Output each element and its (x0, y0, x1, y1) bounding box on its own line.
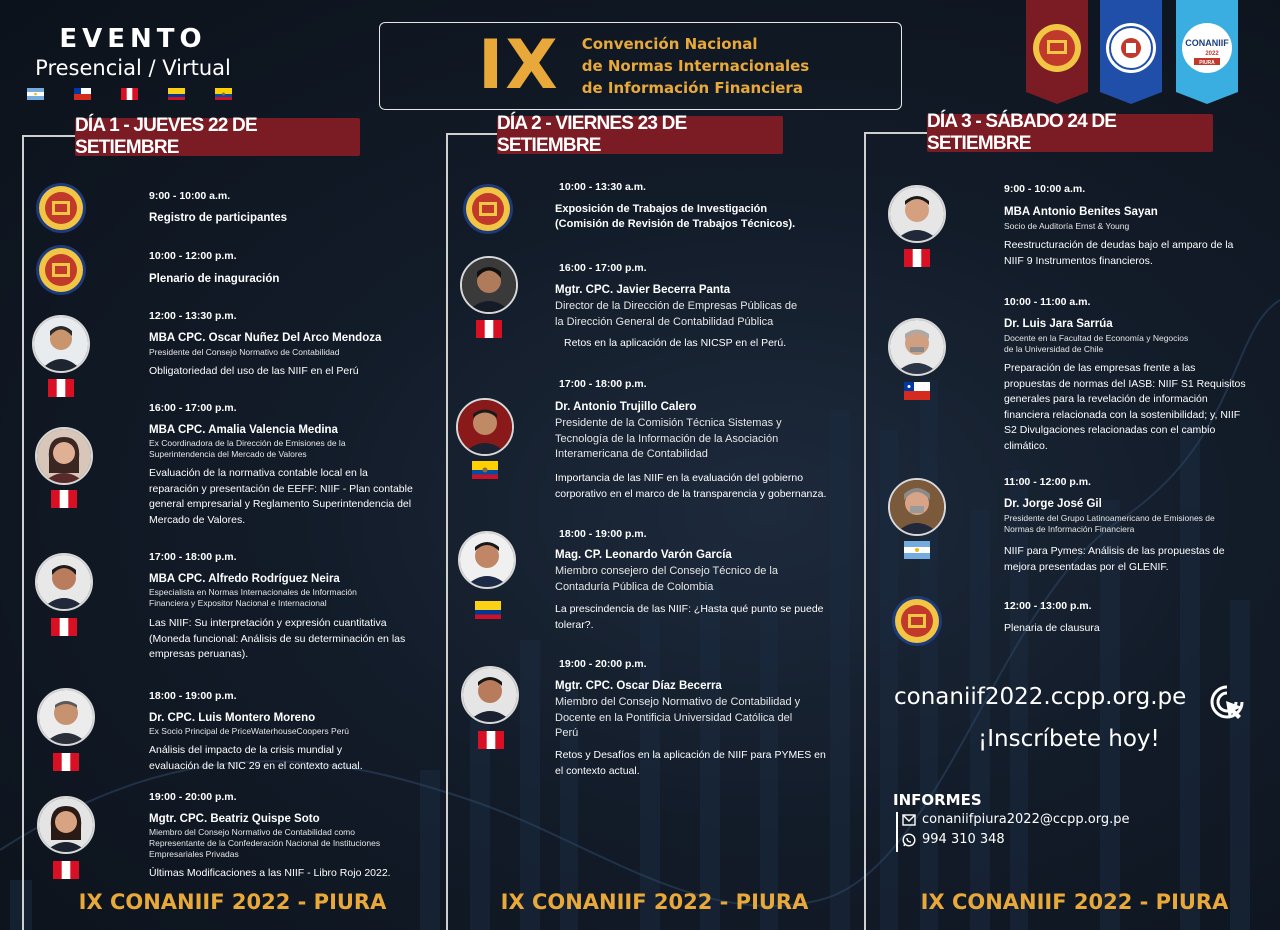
topic-line: La prescindencia de las NIIF: ¿Hasta qué punto se puede (555, 603, 824, 615)
speaker-photo (37, 796, 95, 854)
argentina-flag-icon (904, 541, 930, 559)
session-topic: Registro de participantes (149, 212, 288, 224)
banner-city-text: PIURA (1199, 60, 1215, 66)
session-time: 18:00 - 19:00 p.m. (149, 690, 237, 702)
speaker-name: MBA CPC. Alfredo Rodríguez Neira (149, 573, 340, 585)
speaker-role (1004, 333, 1188, 355)
speaker-role (1004, 513, 1215, 535)
day2-line (446, 133, 498, 135)
ccpp-logo-icon (462, 183, 514, 235)
role-line: Tecnología de la Información de la Asociación (555, 432, 779, 445)
role-line: Miembro consejero del Consejo Técnico de la (555, 565, 778, 577)
whatsapp-icon (902, 833, 916, 847)
day2-header: DÍA 2 - VIERNES 23 DE SETIEMBRE (497, 116, 783, 154)
colombia-flag-icon (475, 601, 501, 619)
speaker-photo (32, 315, 90, 373)
topic-line: NIIF 9 Instrumentos financieros. (1004, 254, 1153, 267)
topic-line: el contexto actual. (555, 764, 640, 777)
day1-header: DÍA 1 - JUEVES 22 DE SETIEMBRE (75, 118, 360, 156)
title-line: Convención Nacional (581, 35, 758, 53)
role-line: Perú (555, 727, 579, 739)
speaker-name: Mgtr. CPC. Javier Becerra Panta (555, 284, 731, 296)
event-title (582, 33, 809, 99)
speaker-photo (35, 553, 93, 611)
session-topic (149, 616, 405, 663)
banner-conaniif-text: CONANIIF (1185, 38, 1229, 48)
session-time: 17:00 - 18:00 p.m. (149, 551, 237, 563)
chile-flag-icon (904, 382, 930, 400)
speaker-role: Socio de Auditoría Ernst & Young (1004, 221, 1130, 231)
click-cursor-icon (1208, 683, 1246, 721)
role-line: Presidente del Grupo Latinoamericano de Emisiones de (1004, 513, 1215, 523)
session-topic: Plenario de inaguración (149, 273, 280, 285)
organization-banner-logo (1100, 0, 1162, 104)
topic-line: Mercado de Valores. (149, 513, 246, 526)
speaker-name: Mgtr. CPC. Beatriz Quispe Soto (149, 813, 320, 825)
day3-header: DÍA 3 - SÁBADO 24 DE SETIEMBRE (927, 114, 1213, 152)
speaker-role (555, 564, 778, 595)
ccpp-logo-icon (35, 182, 87, 234)
ecuador-flag-icon (472, 461, 498, 479)
topic-line: evaluación de la NIC 29 en el contexto actual. (149, 759, 363, 772)
session-topic: Últimas Modificaciones a las NIIF - Libro Rojo 2022. (149, 867, 391, 879)
topic-line: Exposición de Trabajos de Investigación (555, 203, 768, 215)
role-line: Superintendencia del Mercado de Valores (149, 449, 307, 459)
ccpp-logo-icon (35, 244, 87, 296)
topic-line: Análisis del impacto de la crisis mundial y (149, 744, 343, 756)
country-flags (27, 88, 232, 100)
peru-flag-icon (51, 618, 77, 636)
ecuador-flag-icon (215, 88, 232, 100)
registration-url[interactable]: conaniif2022.ccpp.org.pe (894, 684, 1187, 710)
peru-flag-icon (904, 249, 930, 267)
topic-line: corporativo en el marco de la transparencia y gobernanza. (555, 487, 827, 500)
day1-line (22, 135, 24, 930)
topic-line: propuestas de normas del IASB: NIIF S1 Requisitos (1004, 377, 1246, 390)
role-line: la Dirección General de Contabilidad Pública (555, 315, 774, 328)
session-time: 10:00 - 13:30 a.m. (559, 181, 646, 193)
ccpp-banner-logo (1026, 0, 1088, 104)
topic-line: Importancia de las NIIF en la evaluación del gobierno (555, 472, 804, 484)
contact-divider (896, 812, 898, 852)
session-time: 18:00 - 19:00 p.m. (559, 528, 647, 540)
session-topic (149, 743, 363, 774)
role-line: Director de la Dirección de Empresas Públicas de (555, 300, 798, 312)
session-time: 10:00 - 11:00 a.m. (1004, 296, 1091, 308)
role-line: Miembro del Consejo Normativo de Contabilidad como (149, 827, 355, 837)
topic-line: S2 Divulgaciones relacionadas con el cambio (1004, 424, 1216, 436)
day2-line (446, 133, 448, 930)
role-line: Docente en la Facultad de Economía y Negocios (1004, 333, 1189, 343)
session-time: 16:00 - 17:00 p.m. (149, 402, 237, 414)
topic-line: (Moneda funcional: Análisis de su determinación en las (149, 632, 406, 645)
speaker-role (149, 827, 380, 860)
title-line: de Información Financiera (581, 79, 803, 97)
session-topic (1004, 238, 1233, 269)
speaker-name: Mag. CP. Leonardo Varón García (555, 549, 732, 561)
informes-label: INFORMES (893, 791, 982, 809)
session-time: 16:00 - 17:00 p.m. (559, 262, 647, 274)
phone-number[interactable]: 994 310 348 (922, 832, 1005, 847)
role-line: Financiera y Expositor Nacional e Internacional (149, 598, 327, 608)
speaker-photo (888, 478, 946, 536)
footer-label: IX CONANIIF 2022 - PIURA (920, 890, 1229, 914)
session-time: 12:00 - 13:30 p.m. (149, 310, 237, 322)
speaker-name: Mgtr. CPC. Oscar Díaz Becerra (555, 680, 722, 692)
session-topic: Plenaria de clausura (1004, 622, 1100, 634)
speaker-photo (888, 185, 946, 243)
role-line: Presidente de la Comisión Técnica Sistemas y (555, 417, 782, 429)
topic-line: generales para la revelación de información (1004, 393, 1208, 405)
role-line: Ex Coordinadora de la Dirección de Emisiones de la (149, 438, 346, 448)
speaker-name: Dr. CPC. Luis Montero Moreno (149, 712, 316, 724)
day1-line (22, 135, 76, 137)
session-time: 9:00 - 10:00 a.m. (1004, 183, 1086, 195)
speaker-photo (35, 427, 93, 485)
role-line: de la Universidad de Chile (1004, 344, 1104, 354)
peru-flag-icon (51, 490, 77, 508)
peru-flag-icon (476, 320, 502, 338)
topic-line: NIIF para Pymes: Análisis de las propuestas de (1004, 545, 1225, 557)
title-line: de Normas Internacionales (581, 57, 810, 75)
session-topic (555, 471, 826, 502)
topic-line: tolerar?. (555, 618, 594, 631)
speaker-role (149, 438, 346, 460)
session-topic (555, 602, 824, 633)
topic-line: Retos y Desafíos en la aplicación de NIIF para PYMES en (555, 749, 826, 761)
session-time: 11:00 - 12:00 p.m. (1004, 476, 1091, 488)
session-topic (1004, 544, 1225, 575)
day3-line (864, 132, 866, 930)
role-line: Docente en la Pontificia Universidad Católica del (555, 711, 793, 724)
colombia-flag-icon (168, 88, 185, 100)
role-line: Empresariales Privadas (149, 849, 239, 859)
speaker-role: Presidente del Consejo Normativo de Contabilidad (149, 347, 340, 357)
argentina-flag-icon (27, 88, 44, 100)
topic-line: Reestructuración de deudas bajo el amparo de la (1004, 239, 1234, 251)
topic-line: general empresarial y Reglamento Superintendencia del (149, 498, 412, 510)
banner-year-text: 2022 (1205, 51, 1219, 57)
topic-line: climático. (1004, 439, 1048, 452)
conaniif-banner-logo (1176, 0, 1238, 104)
speaker-photo (37, 688, 95, 746)
peru-flag-icon (478, 731, 504, 749)
speaker-photo (888, 318, 946, 376)
speaker-name: MBA CPC. Amalia Valencia Medina (149, 424, 338, 436)
topic-line: Las NIIF: Su interpretación y expresión cuantitativa (149, 617, 387, 629)
speaker-name: Dr. Luis Jara Sarrúa (1004, 318, 1113, 330)
session-topic (1004, 361, 1246, 454)
topic-line: (Comisión de Revisión de Trabajos Técnicos). (555, 218, 796, 230)
peru-flag-icon (121, 88, 138, 100)
session-time: 10:00 - 12:00 p.m. (149, 250, 237, 262)
speaker-role: Ex Socio Principal de PriceWaterhouseCoopers Perú (149, 726, 350, 736)
topic-line: financiera relacionada con la sostenibilidad; y, NIIF (1004, 408, 1241, 421)
footer-label: IX CONANIIF 2022 - PIURA (500, 890, 809, 914)
speaker-role (149, 587, 357, 609)
topic-line: reparación y presentación de EEFF: NIIF - Plan contable (149, 482, 413, 495)
day3-line (864, 132, 928, 134)
speaker-role (555, 695, 800, 742)
role-line: Contaduría Pública de Colombia (555, 580, 714, 593)
topic-line: mejora presentadas por el GLENIF. (1004, 560, 1169, 573)
chile-flag-icon (74, 88, 91, 100)
session-time: 17:00 - 18:00 p.m. (559, 378, 647, 390)
role-line: Interamericana de Contabilidad (555, 448, 708, 460)
register-cta[interactable]: ¡Inscríbete hoy! (978, 726, 1160, 752)
peru-flag-icon (53, 861, 79, 879)
speaker-name: Dr. Jorge José Gil (1004, 498, 1102, 510)
speaker-photo (458, 531, 516, 589)
event-mode (28, 24, 238, 80)
session-topic: Retos en la aplicación de las NICSP en el Perú. (564, 337, 787, 349)
role-line: Especialista en Normas Internacionales de Información (149, 587, 357, 597)
speaker-name: Dr. Antonio Trujillo Calero (555, 401, 697, 413)
event-modality: Presencial / Virtual (35, 56, 231, 80)
event-label: EVENTO (59, 24, 207, 54)
speaker-photo (460, 256, 518, 314)
topic-line: Evaluación de la normativa contable local en la (149, 467, 368, 479)
edition-number: IX (478, 26, 560, 105)
email-icon (902, 814, 916, 826)
topic-line: Preparación de las empresas frente a las (1004, 362, 1196, 374)
session-topic (555, 748, 826, 779)
event-title-box (379, 22, 902, 110)
role-line: Normas de Información Financiera (1004, 524, 1135, 534)
speaker-role (555, 416, 782, 463)
peru-flag-icon (53, 753, 79, 771)
topic-line: empresas peruanas). (149, 648, 249, 660)
email-link[interactable]: conaniifpiura2022@ccpp.org.pe (922, 812, 1130, 827)
session-topic (149, 466, 413, 528)
session-time: 9:00 - 10:00 a.m. (149, 190, 231, 202)
session-topic: Obligatoriedad del uso de las NIIF en el Perú (149, 365, 359, 377)
speaker-role (555, 299, 797, 330)
speaker-name: MBA Antonio Benites Sayan (1004, 206, 1158, 218)
peru-flag-icon (48, 379, 74, 397)
session-time: 19:00 - 20:00 p.m. (559, 658, 647, 670)
speaker-photo (456, 398, 514, 456)
session-topic (555, 202, 795, 232)
session-time: 12:00 - 13:00 p.m. (1004, 600, 1092, 612)
role-line: Representante de la Confederación Nacional de Instituciones (149, 838, 381, 848)
session-time: 19:00 - 20:00 p.m. (149, 791, 237, 803)
ccpp-logo-icon (891, 595, 943, 647)
footer-label: IX CONANIIF 2022 - PIURA (78, 890, 387, 914)
role-line: Miembro del Consejo Normativo de Contabilidad y (555, 696, 801, 708)
speaker-name: MBA CPC. Oscar Nuñez Del Arco Mendoza (149, 332, 382, 344)
speaker-photo (461, 666, 519, 724)
